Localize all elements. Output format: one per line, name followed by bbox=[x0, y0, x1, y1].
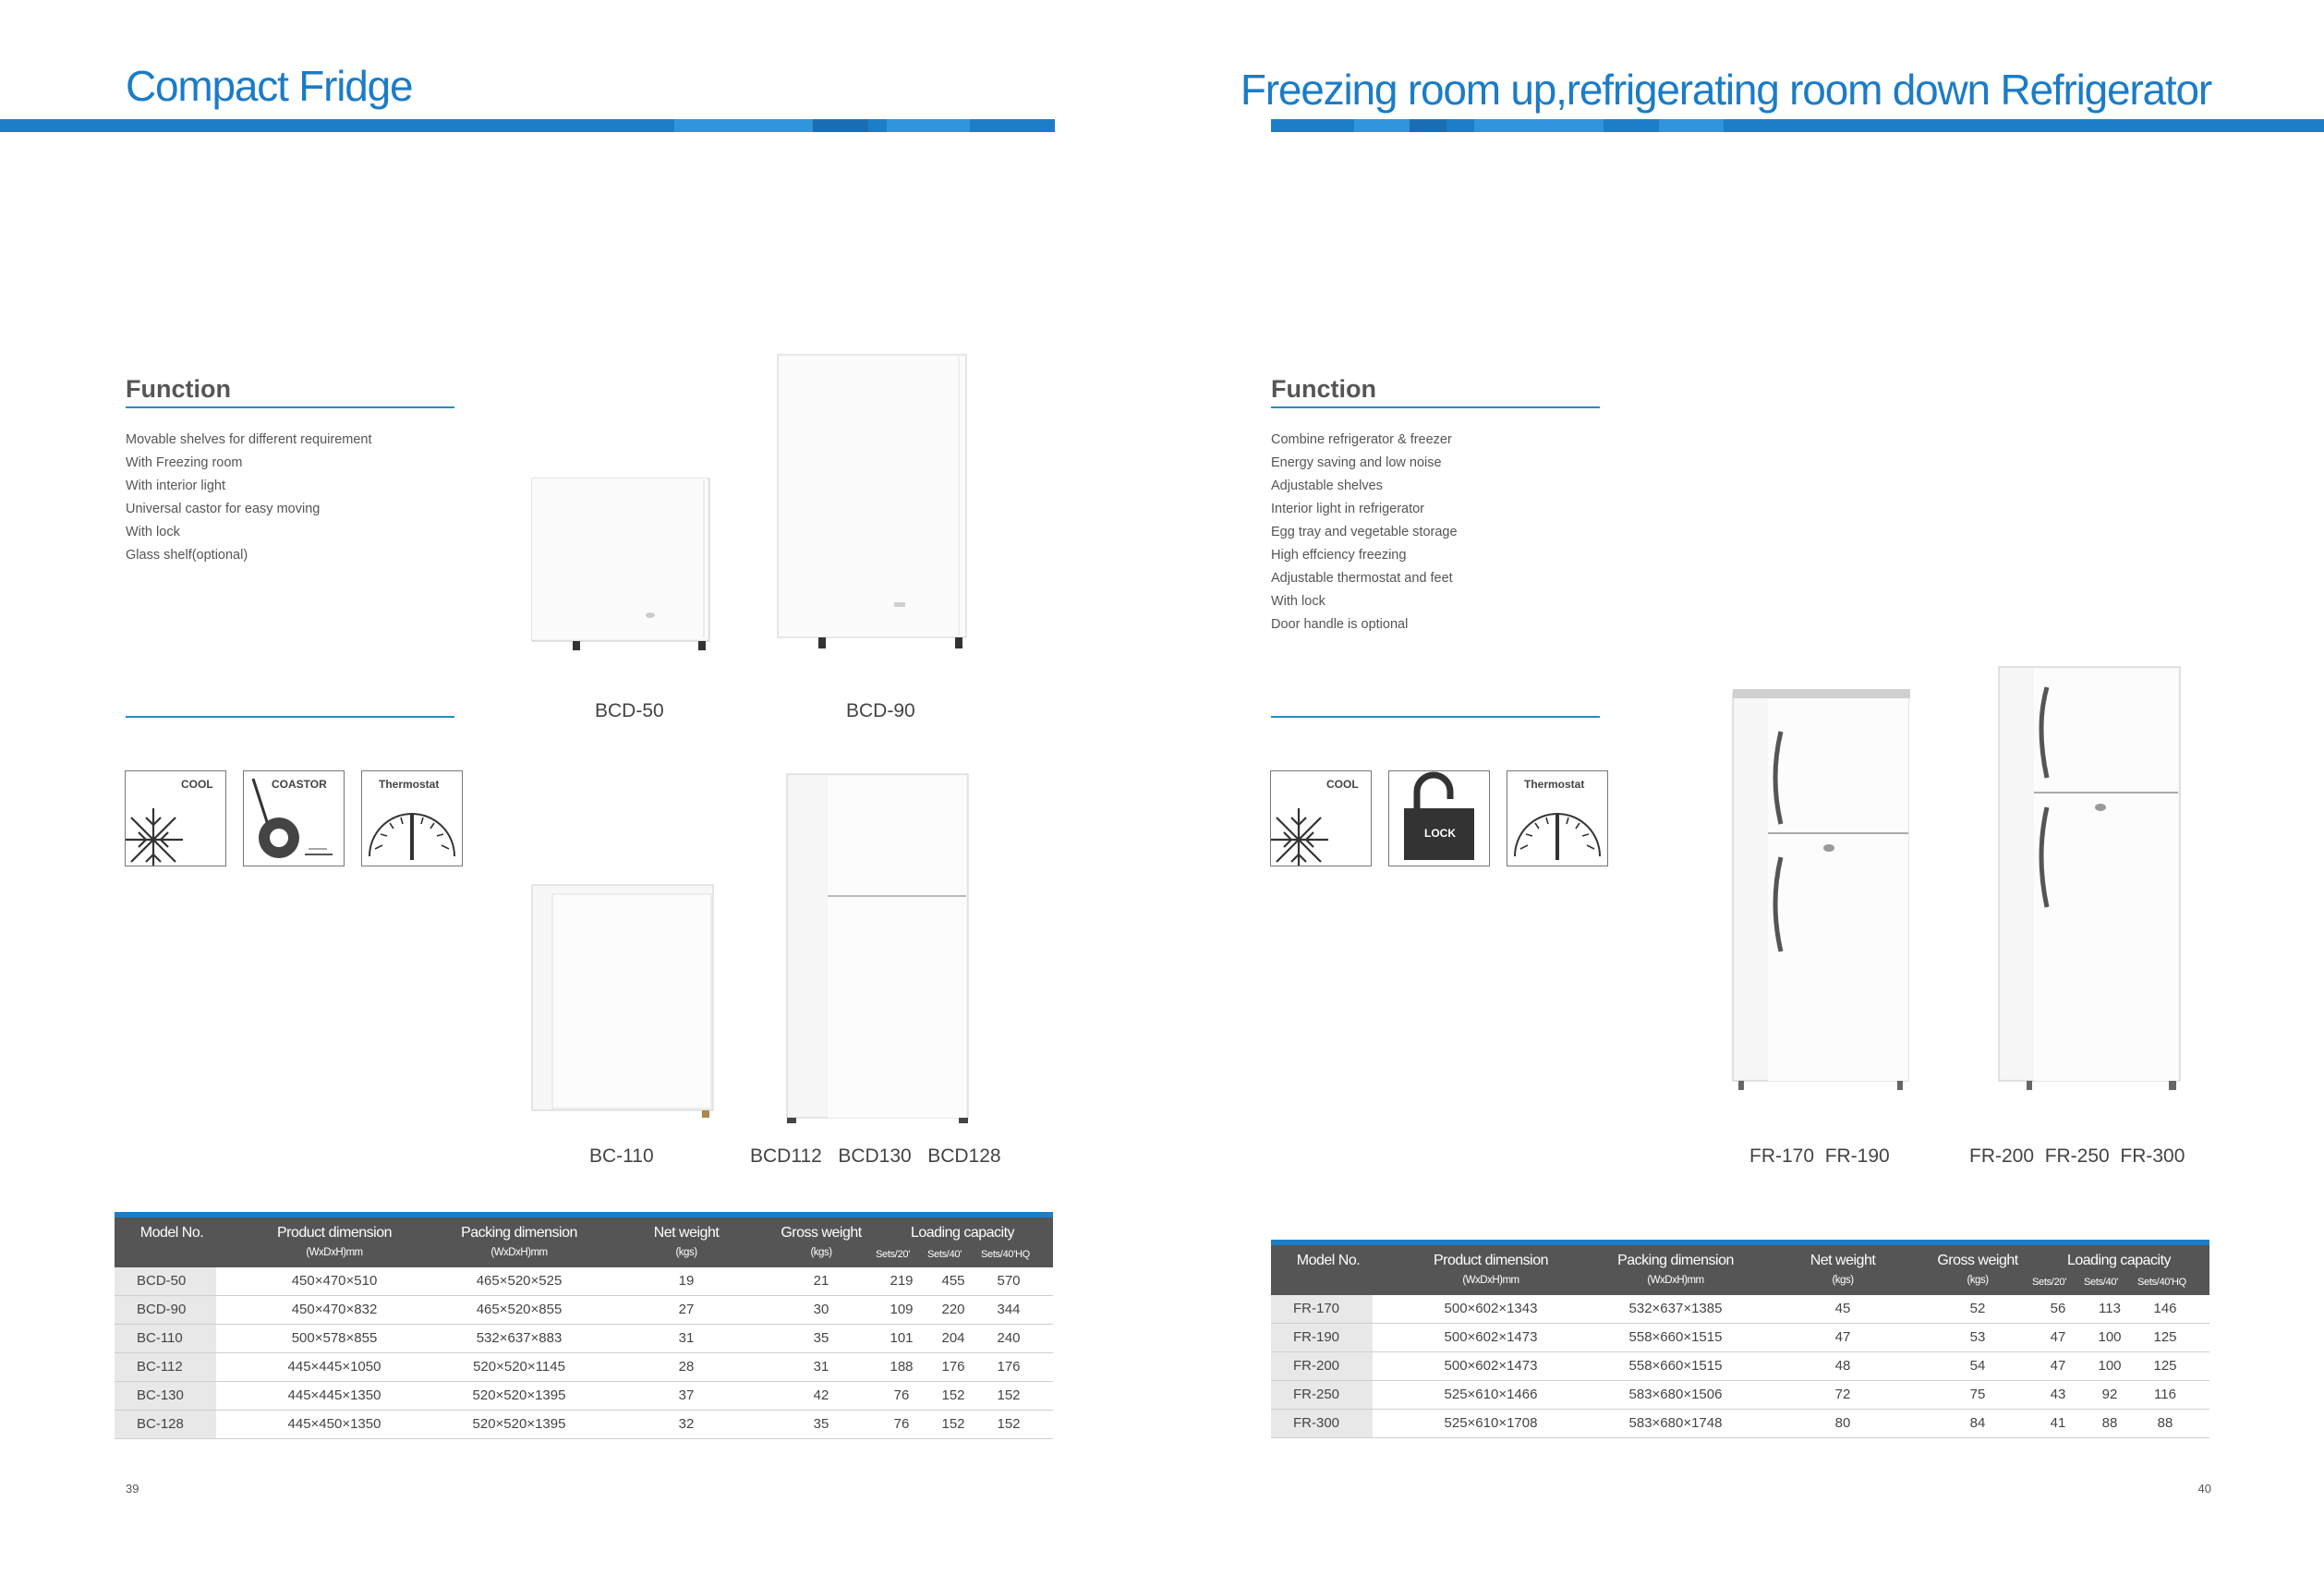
table-cell: 101 bbox=[890, 1330, 914, 1346]
table-row bbox=[115, 1296, 1053, 1325]
icon-label: COOL bbox=[1326, 778, 1359, 791]
page-title: Compact Fridge bbox=[126, 62, 413, 110]
table-cell: 28 bbox=[678, 1359, 695, 1375]
table-cell: 88 bbox=[2101, 1415, 2118, 1431]
divider bbox=[1271, 406, 1600, 408]
table-cell: 31 bbox=[813, 1359, 829, 1375]
table-cell: 525×610×1708 bbox=[1444, 1415, 1538, 1431]
table-cell: 152 bbox=[997, 1416, 1021, 1432]
table-cell: 32 bbox=[678, 1416, 695, 1432]
table-cell: 30 bbox=[813, 1302, 829, 1317]
table-row bbox=[1271, 1324, 2209, 1352]
table-cell: 52 bbox=[1969, 1301, 1986, 1316]
icon-label: Thermostat bbox=[379, 778, 440, 791]
table-cell: 76 bbox=[893, 1387, 910, 1403]
product-image-fr-200 bbox=[1988, 661, 2184, 1097]
col-header: Loading capacity bbox=[2066, 1253, 2172, 1268]
table-cell: 445×445×1050 bbox=[287, 1359, 381, 1375]
right-page bbox=[1162, 0, 2324, 1587]
col-subheader: Sets/20' bbox=[876, 1249, 911, 1260]
table-cell: 450×470×832 bbox=[291, 1302, 378, 1317]
table-cell: 43 bbox=[2050, 1387, 2066, 1402]
model-cell: BCD-50 bbox=[115, 1267, 216, 1295]
table-cell: 583×680×1506 bbox=[1628, 1387, 1723, 1402]
page-number: 39 bbox=[126, 1482, 139, 1496]
function-list bbox=[1271, 429, 1458, 636]
model-cell: FR-170 bbox=[1271, 1295, 1373, 1323]
feature-cool bbox=[125, 770, 226, 866]
function-item: Universal castor for easy moving bbox=[126, 502, 321, 516]
col-header: Net weight (kgs) bbox=[653, 1225, 720, 1258]
table-cell: 76 bbox=[893, 1416, 910, 1432]
header-bar bbox=[1271, 119, 2324, 132]
table-cell: 532×637×883 bbox=[476, 1330, 563, 1346]
table-cell: 176 bbox=[997, 1359, 1021, 1375]
model-cell: BC-110 bbox=[115, 1325, 216, 1352]
function-list bbox=[126, 429, 372, 567]
model-cell: BC-112 bbox=[115, 1353, 216, 1381]
table-cell: 125 bbox=[2153, 1358, 2177, 1374]
table-cell: 465×520×855 bbox=[476, 1302, 563, 1317]
col-header: Net weight (kgs) bbox=[1810, 1253, 1876, 1286]
table-cell: 219 bbox=[890, 1273, 914, 1289]
table-cell: 570 bbox=[997, 1273, 1021, 1289]
function-item: With interior light bbox=[126, 479, 225, 493]
function-item: Adjustable thermostat and feet bbox=[1271, 571, 1453, 586]
function-item: With lock bbox=[1271, 594, 1325, 609]
col-subheader: Sets/20' bbox=[2032, 1277, 2067, 1288]
table-cell: 80 bbox=[1834, 1415, 1851, 1431]
table-cell: 21 bbox=[813, 1273, 829, 1289]
table-cell: 532×637×1385 bbox=[1628, 1301, 1723, 1316]
table-cell: 35 bbox=[813, 1416, 829, 1432]
model-cell: FR-300 bbox=[1271, 1410, 1373, 1437]
table-cell: 31 bbox=[678, 1330, 695, 1346]
function-item: Energy saving and low noise bbox=[1271, 455, 1442, 470]
col-subheader: Sets/40' bbox=[2084, 1277, 2119, 1288]
product-label: BCD-90 bbox=[846, 700, 915, 721]
table-cell: 75 bbox=[1969, 1387, 1986, 1402]
table-cell: 47 bbox=[1834, 1329, 1851, 1345]
table-cell: 109 bbox=[890, 1302, 914, 1317]
table-cell: 450×470×510 bbox=[291, 1273, 378, 1289]
model-cell: FR-200 bbox=[1271, 1352, 1373, 1380]
table-header bbox=[115, 1218, 1053, 1267]
table-cell: 500×602×1473 bbox=[1444, 1358, 1538, 1374]
col-header: Loading capacity bbox=[910, 1225, 1015, 1241]
function-item: With lock bbox=[126, 525, 180, 539]
table-cell: 152 bbox=[997, 1387, 1021, 1403]
product-image-bc-110 bbox=[527, 881, 722, 1121]
table-cell: 558×660×1515 bbox=[1628, 1329, 1723, 1345]
table-cell: 188 bbox=[890, 1359, 914, 1375]
col-header: Gross weight (kgs) bbox=[1937, 1253, 2018, 1286]
table-cell: 500×602×1343 bbox=[1444, 1301, 1538, 1316]
table-cell: 56 bbox=[2050, 1301, 2066, 1316]
function-item: Egg tray and vegetable storage bbox=[1271, 525, 1458, 539]
feature-lock bbox=[1388, 770, 1490, 866]
function-item: Glass shelf(optional) bbox=[126, 548, 248, 563]
feature-thermostat bbox=[361, 770, 463, 866]
table-cell: 100 bbox=[2098, 1329, 2122, 1345]
function-item: With Freezing room bbox=[126, 455, 243, 470]
table-cell: 100 bbox=[2098, 1358, 2122, 1374]
spec-table bbox=[1271, 1240, 2209, 1438]
table-row bbox=[1271, 1295, 2209, 1324]
col-header: Product dimension (WxDxH)mm bbox=[276, 1225, 392, 1258]
product-label: BC-110 bbox=[589, 1145, 654, 1167]
table-cell: 88 bbox=[2157, 1415, 2173, 1431]
function-item: High effciency freezing bbox=[1271, 548, 1407, 563]
product-label: FR-200 FR-250 FR-300 bbox=[1969, 1145, 2185, 1167]
col-subheader: Sets/40'HQ bbox=[2137, 1277, 2186, 1288]
feature-thermostat bbox=[1507, 770, 1608, 866]
table-cell: 35 bbox=[813, 1330, 829, 1346]
product-image-bcd112 bbox=[781, 770, 977, 1125]
icon-label: COASTOR bbox=[272, 778, 327, 791]
table-cell: 152 bbox=[941, 1416, 965, 1432]
table-row bbox=[115, 1325, 1053, 1353]
spec-table bbox=[115, 1212, 1053, 1439]
product-image-bcd-50 bbox=[527, 475, 722, 652]
table-row bbox=[1271, 1381, 2209, 1410]
header-bar bbox=[0, 119, 1055, 132]
divider bbox=[126, 406, 454, 408]
table-cell: 500×578×855 bbox=[291, 1330, 378, 1346]
icon-label: COOL bbox=[181, 778, 213, 791]
table-row bbox=[115, 1353, 1053, 1382]
table-cell: 520×520×1395 bbox=[472, 1387, 566, 1403]
col-subheader: Sets/40'HQ bbox=[981, 1249, 1030, 1260]
table-cell: 220 bbox=[941, 1302, 965, 1317]
col-subheader: Sets/40' bbox=[927, 1249, 962, 1260]
table-cell: 240 bbox=[997, 1330, 1021, 1346]
page-number: 40 bbox=[2197, 1482, 2211, 1496]
page-title: Freezing room up,refrigerating room down Refrigerator bbox=[1240, 66, 2211, 114]
product-image-fr-170 bbox=[1722, 685, 1918, 1097]
col-header: Packing dimension (WxDxH)mm bbox=[1617, 1253, 1734, 1286]
table-cell: 72 bbox=[1834, 1387, 1851, 1402]
product-image-bcd-90 bbox=[774, 351, 970, 652]
function-heading: Function bbox=[1271, 375, 1376, 403]
feature-castor bbox=[243, 770, 345, 866]
table-cell: 47 bbox=[2050, 1329, 2066, 1345]
table-cell: 465×520×525 bbox=[476, 1273, 563, 1289]
function-item: Movable shelves for different requirement bbox=[126, 432, 372, 447]
function-item: Interior light in refrigerator bbox=[1271, 502, 1425, 516]
table-cell: 116 bbox=[2154, 1387, 2176, 1402]
table-cell: 445×450×1350 bbox=[287, 1416, 381, 1432]
table-cell: 54 bbox=[1969, 1358, 1986, 1374]
divider bbox=[126, 716, 454, 718]
table-row bbox=[115, 1411, 1053, 1439]
feature-cool bbox=[1270, 770, 1372, 866]
table-cell: 558×660×1515 bbox=[1628, 1358, 1723, 1374]
col-header: Product dimension (WxDxH)mm bbox=[1433, 1253, 1548, 1286]
table-cell: 204 bbox=[941, 1330, 965, 1346]
table-cell: 42 bbox=[813, 1387, 829, 1403]
icon-label: LOCK bbox=[1424, 827, 1456, 840]
table-header bbox=[1271, 1245, 2209, 1295]
function-item: Combine refrigerator & freezer bbox=[1271, 432, 1452, 447]
icon-label: Thermostat bbox=[1524, 778, 1585, 791]
table-cell: 525×610×1466 bbox=[1444, 1387, 1538, 1402]
table-cell: 84 bbox=[1969, 1415, 1986, 1431]
table-cell: 48 bbox=[1834, 1358, 1851, 1374]
model-cell: FR-250 bbox=[1271, 1381, 1373, 1409]
divider bbox=[1271, 716, 1600, 718]
col-header: Model No. bbox=[139, 1225, 204, 1241]
padlock-icon bbox=[1389, 771, 1489, 866]
table-row bbox=[115, 1267, 1053, 1296]
col-header: Model No. bbox=[1296, 1253, 1361, 1268]
table-cell: 500×602×1473 bbox=[1444, 1329, 1538, 1345]
function-item: Door handle is optional bbox=[1271, 617, 1409, 632]
table-cell: 27 bbox=[678, 1302, 695, 1317]
table-body bbox=[1271, 1295, 2209, 1438]
function-item: Adjustable shelves bbox=[1271, 479, 1383, 493]
table-cell: 176 bbox=[941, 1359, 965, 1375]
product-label: FR-170 FR-190 bbox=[1749, 1145, 1890, 1167]
table-cell: 45 bbox=[1834, 1301, 1851, 1316]
product-label: BCD112 BCD130 BCD128 bbox=[750, 1145, 1001, 1167]
table-cell: 152 bbox=[941, 1387, 965, 1403]
product-label: BCD-50 bbox=[595, 700, 664, 721]
col-header: Gross weight (kgs) bbox=[781, 1225, 862, 1258]
function-heading: Function bbox=[126, 375, 231, 403]
table-row bbox=[115, 1382, 1053, 1411]
table-cell: 520×520×1395 bbox=[472, 1416, 566, 1432]
table-cell: 344 bbox=[997, 1302, 1021, 1317]
table-cell: 113 bbox=[2099, 1301, 2121, 1316]
table-row bbox=[1271, 1352, 2209, 1381]
col-header: Packing dimension (WxDxH)mm bbox=[461, 1225, 577, 1258]
table-cell: 19 bbox=[678, 1273, 695, 1289]
table-cell: 92 bbox=[2101, 1387, 2118, 1402]
table-cell: 146 bbox=[2153, 1301, 2177, 1316]
table-cell: 445×445×1350 bbox=[287, 1387, 381, 1403]
table-cell: 37 bbox=[678, 1387, 695, 1403]
table-cell: 125 bbox=[2153, 1329, 2177, 1345]
table-body bbox=[115, 1267, 1053, 1439]
model-cell: BC-128 bbox=[115, 1411, 216, 1438]
model-cell: BCD-90 bbox=[115, 1296, 216, 1324]
table-row bbox=[1271, 1410, 2209, 1438]
table-cell: 53 bbox=[1969, 1329, 1986, 1345]
table-cell: 520×520×1145 bbox=[473, 1359, 565, 1375]
table-cell: 583×680×1748 bbox=[1628, 1415, 1723, 1431]
model-cell: FR-190 bbox=[1271, 1324, 1373, 1351]
model-cell: BC-130 bbox=[115, 1382, 216, 1410]
table-cell: 455 bbox=[941, 1273, 965, 1289]
table-cell: 41 bbox=[2050, 1415, 2066, 1431]
table-cell: 47 bbox=[2050, 1358, 2066, 1374]
